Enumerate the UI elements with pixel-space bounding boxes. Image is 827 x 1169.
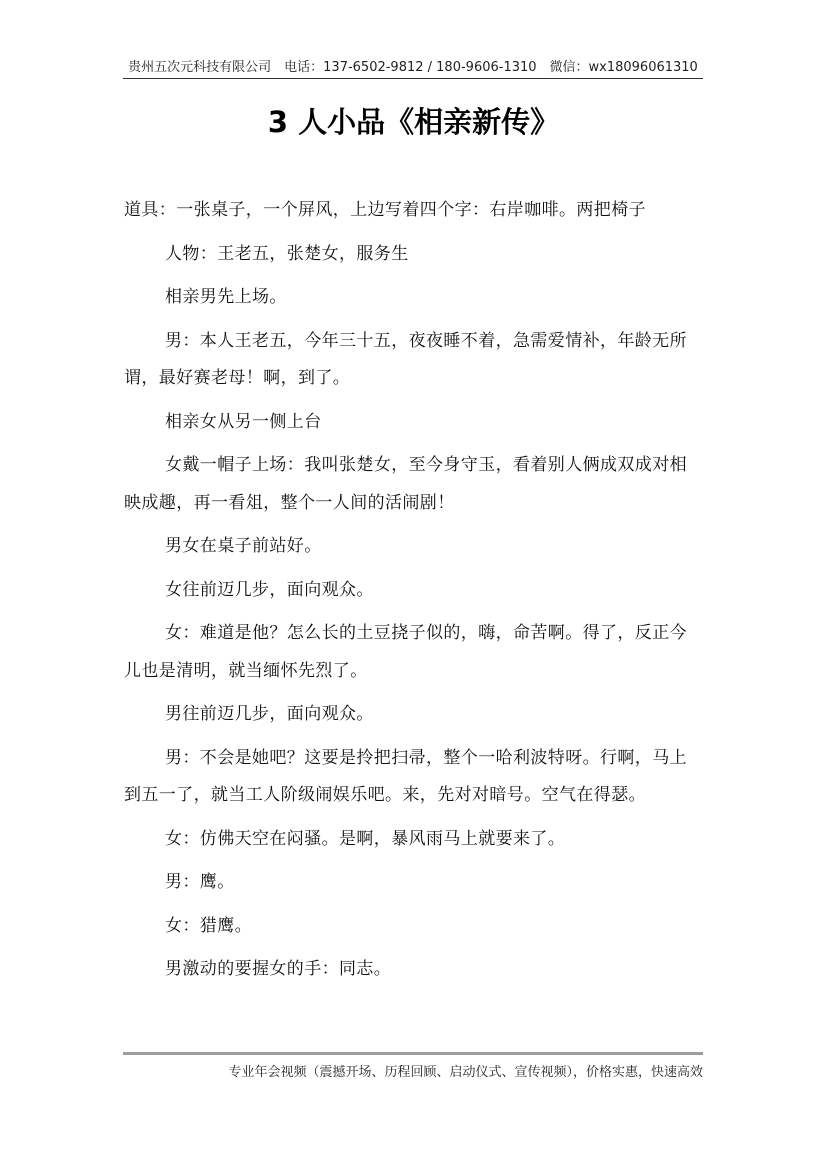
paragraph: 相亲男先上场。 [165,287,287,307]
paragraph: 女往前迈几步，面向观众。 [165,579,374,600]
paragraph: 相亲女从另一侧上台 [165,411,322,432]
paragraph: 女：仿佛天空在闷骚。是啊，暴风雨马上就要来了。 [165,828,566,849]
paragraph: 男女在桌子前站好。 [165,536,322,556]
document-title: 3 人小品《相亲新传》 [267,105,560,139]
document-body [124,192,704,995]
page-footer: 专业年会视频（震撼开场、历程回顾、启动仪式、宣传视频），价格实惠，快速高效 [228,1065,703,1080]
paragraph: 女：猎鹰。 [165,915,252,936]
paragraph: 男激动的要握女的手：同志。 [165,959,392,979]
page-header: 贵州五次元科技有限公司 电话：137-6502-9812 / 180-9606-1310 微信：wx18096061310 [128,60,698,75]
paragraph: 男：鹰。 [165,872,235,892]
paragraph: 女戴一帽子上场：我叫张楚女，至今身守玉，看着别人俩成双成对相映成趣，再一看俎，整个一人间的活闹剧！ [124,455,687,513]
paragraph: 男往前迈几步，面向观众。 [165,704,374,724]
paragraph-characters: 人物：王老五，张楚女，服务生 [165,243,409,264]
header-divider [123,78,703,79]
paragraph: 女：难道是他？怎么长的土豆挠子似的，嗨，命苦啊。得了，反正今儿也是清明，就当缅怀先烈了。 [124,623,687,681]
paragraph: 男：不会是她吧？这要是拎把扫帚，整个一哈利波特呀。行啊，马上到五一了，就当工人阶级闹娱乐吧。来，先对对暗号。空气在得瑟。 [124,747,687,805]
paragraph-props: 道具：一张桌子，一个屏风，上边写着四个字：右岸咖啡。两把椅子 [124,200,646,220]
paragraph: 男：本人王老五，今年三十五，夜夜睡不着，急需爱情补，年龄无所谓，最好赛老母！啊，到了。 [124,330,687,388]
footer-divider [123,1052,703,1055]
